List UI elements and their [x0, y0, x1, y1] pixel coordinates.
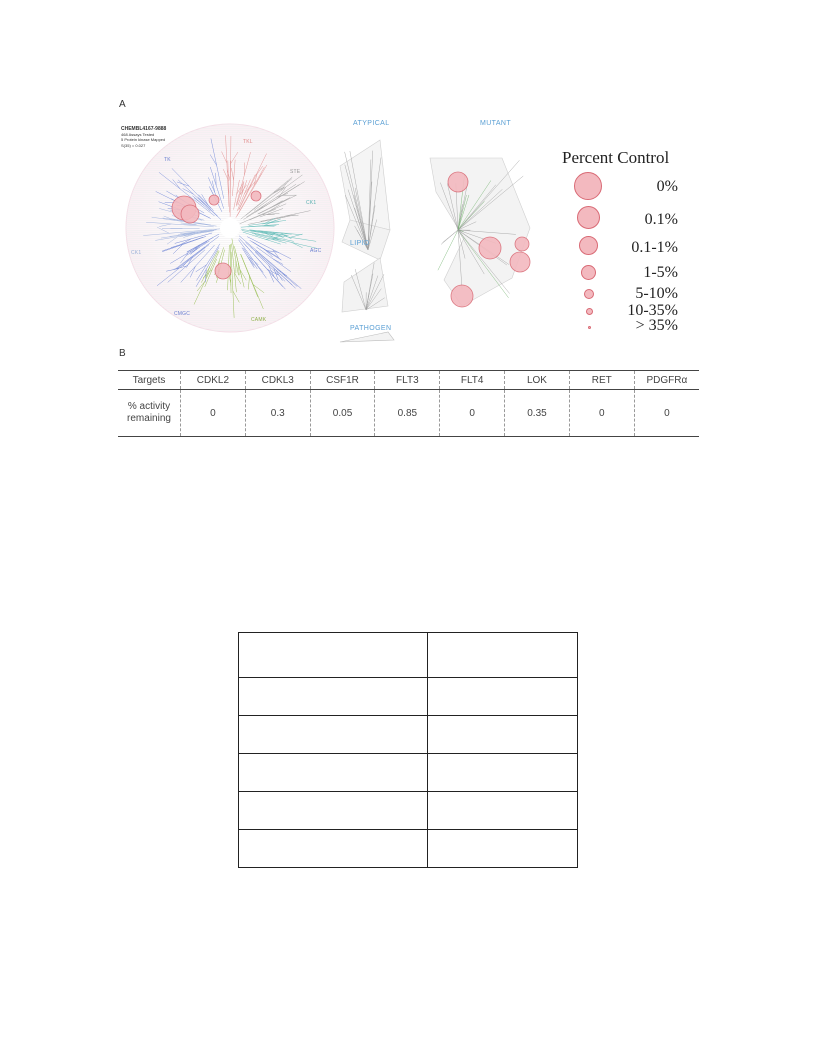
- group-label-tkl: TKL: [243, 139, 253, 145]
- value-cell: 0: [181, 390, 246, 437]
- table-row: [239, 830, 578, 868]
- legend-label: 10-35%: [627, 302, 678, 319]
- hit-marker: [515, 237, 529, 251]
- hit-marker: [448, 172, 468, 192]
- legend-label: 0%: [656, 178, 678, 195]
- row-label-line: % activity: [127, 401, 171, 412]
- hit-marker: [479, 237, 501, 259]
- table-cell: [239, 830, 428, 868]
- legend-label: 0.1-1%: [631, 239, 678, 256]
- value-cell: 0: [440, 390, 505, 437]
- hit-marker: [181, 205, 199, 223]
- table-cell: [428, 830, 578, 868]
- panel-a-label: A: [119, 99, 126, 110]
- hit-marker: [251, 191, 261, 201]
- legend-label: 1-5%: [643, 264, 678, 281]
- table-cell: [428, 716, 578, 754]
- empty-table: [238, 632, 578, 868]
- selectivity-score: S(35) = 0.027: [121, 142, 146, 148]
- legend-row-1: [556, 208, 696, 228]
- header-cell: Targets: [118, 371, 181, 390]
- activity-table-row: [118, 390, 699, 437]
- group-label-camk: CAMK: [251, 317, 267, 323]
- table-cell: [428, 792, 578, 830]
- value-cell: 0: [569, 390, 634, 437]
- legend-label: 5-10%: [635, 285, 678, 302]
- legend-row-6: [556, 317, 696, 340]
- activity-table-header: [118, 371, 699, 390]
- table-cell: [239, 754, 428, 792]
- table-row: [239, 792, 578, 830]
- header-cell: CDKL3: [245, 371, 310, 390]
- compound-info: [121, 127, 166, 148]
- compound-id: CHEMBL4167-9888: [121, 126, 167, 132]
- legend-dot: [579, 236, 598, 255]
- legend-title: Percent Control: [562, 148, 670, 167]
- legend-label: 0.1%: [644, 211, 678, 228]
- legend-row-0: [556, 174, 696, 194]
- header-cell: RET: [569, 371, 634, 390]
- table-cell: [239, 633, 428, 678]
- main-kinome-circle: [126, 124, 334, 332]
- header-cell: FLT4: [440, 371, 505, 390]
- legend-row-2: [556, 237, 696, 257]
- header-cell: PDGFRα: [634, 371, 699, 390]
- table-cell: [428, 633, 578, 678]
- section-label-mutant: MUTANT: [480, 120, 512, 127]
- legend-dot: [584, 289, 594, 299]
- group-label-cmgc: CMGC: [174, 311, 191, 317]
- section-label-atypical: ATYPICAL: [353, 120, 390, 127]
- panel-b-label: B: [119, 348, 126, 359]
- group-label-agc: AGC: [310, 248, 322, 254]
- header-cell: LOK: [505, 371, 570, 390]
- value-cell: 0.35: [505, 390, 570, 437]
- legend-row-3: [556, 264, 696, 284]
- header-cell: CSF1R: [310, 371, 375, 390]
- legend-dot: [574, 172, 602, 200]
- section-label-lipid: LIPID: [350, 240, 370, 247]
- row-label-cell: [118, 390, 181, 437]
- row-label-line: remaining: [127, 413, 171, 424]
- section-label-pathogen: PATHOGEN: [350, 325, 392, 332]
- group-label-ck1: CK1: [306, 200, 317, 206]
- table-cell: [428, 754, 578, 792]
- legend-dot: [581, 265, 596, 280]
- legend-label: > 35%: [635, 317, 678, 334]
- hit-marker: [215, 263, 231, 279]
- value-cell: 0.05: [310, 390, 375, 437]
- group-label-other: CK1: [131, 250, 142, 256]
- percent-control-legend: [556, 148, 696, 338]
- table-row: [239, 633, 578, 678]
- legend-dot: [588, 326, 591, 329]
- table-cell: [239, 678, 428, 716]
- legend-dot: [586, 308, 593, 315]
- pathogen-fan: [340, 332, 394, 342]
- assays-tested: 468 Assays Tested: [121, 132, 155, 138]
- table-cell: [428, 678, 578, 716]
- header-cell: FLT3: [375, 371, 440, 390]
- hit-marker: [451, 285, 473, 307]
- group-label-ste: STE: [290, 169, 301, 175]
- table-row: [239, 716, 578, 754]
- table-cell: [239, 792, 428, 830]
- group-label-tk: TK: [164, 157, 171, 163]
- header-cell: CDKL2: [181, 371, 246, 390]
- activity-table: [118, 370, 699, 437]
- hit-marker: [510, 252, 530, 272]
- kinases-mapped: 5 Protein kinase Mapped: [121, 137, 166, 143]
- lipid-fan: [342, 258, 388, 312]
- table-row: [239, 678, 578, 716]
- table-row: [239, 754, 578, 792]
- legend-dot: [577, 206, 600, 229]
- value-cell: 0: [634, 390, 699, 437]
- value-cell: 0.85: [375, 390, 440, 437]
- value-cell: 0.3: [245, 390, 310, 437]
- table-cell: [239, 716, 428, 754]
- mutant-fan: [430, 158, 530, 306]
- hit-marker: [209, 195, 219, 205]
